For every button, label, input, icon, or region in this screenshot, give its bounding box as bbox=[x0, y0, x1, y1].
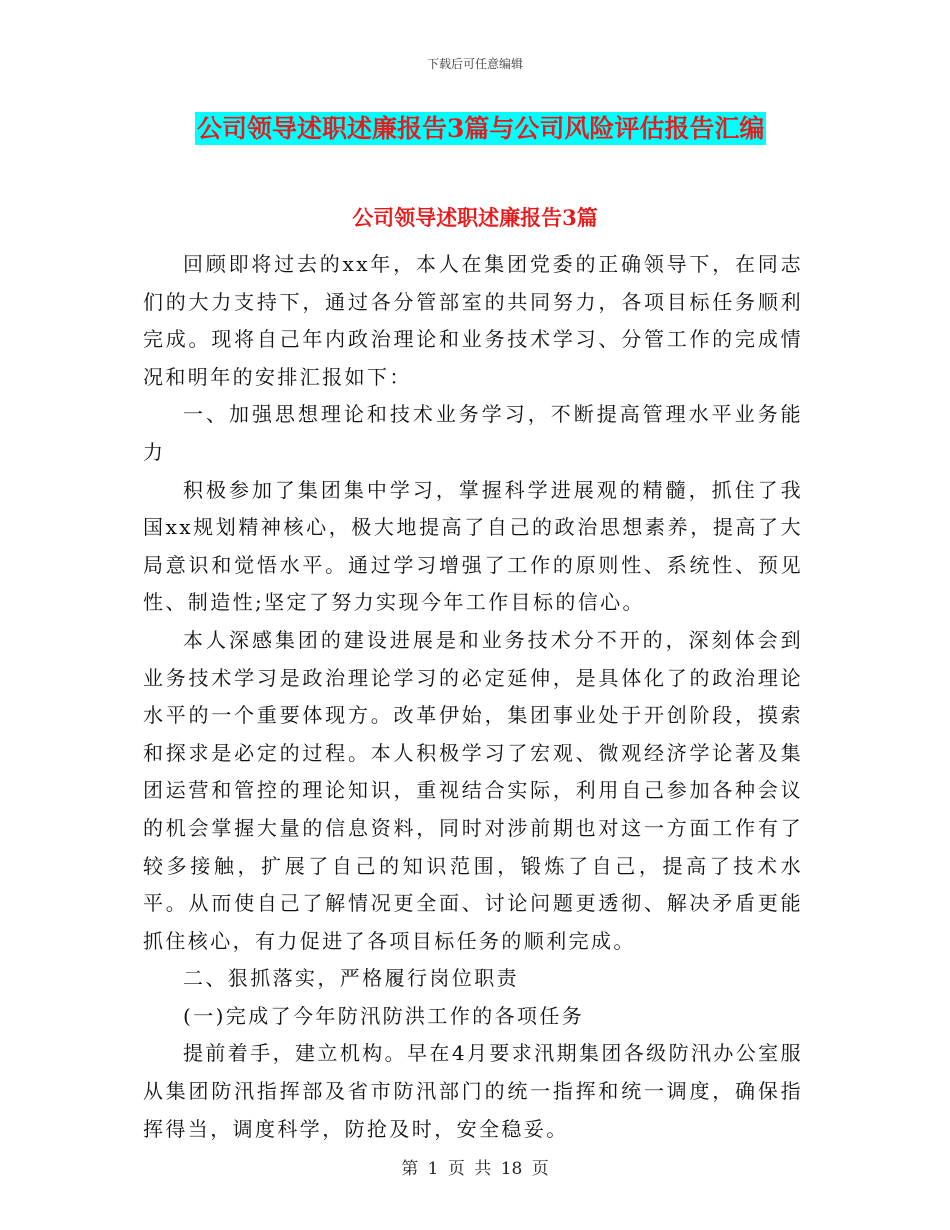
paragraph: 本人深感集团的建设进展是和业务技术分不开的，深刻体会到业务技术学习是政治理论学习的必定延伸，是具体化了的政治理论水平的一个重要体现方。改革伊始，集团事业处于开创阶段，摸索和探求是必定的过程。本人积极学习了宏观、微观经济学论著及集团运营和管控的理论知识，重视结合实际，利用自己参加各种会议的机会掌握大量的信息资料，同时对涉前期也对这一方面工作有了较多接触，扩展了自己的知识范围，锻炼了自己，提高了技术水平。从而使自己了解情况更全面、讨论问题更透彻、解决矛盾更能抓住核心，有力促进了各项目标任务的顺利完成。 bbox=[143, 627, 803, 953]
document-body bbox=[143, 246, 803, 1148]
section-title: 公司领导述职述廉报告3篇 bbox=[352, 205, 598, 230]
paragraph: 积极参加了集团集中学习，掌握科学进展观的精髓，抓住了我国xx规划精神核心，极大地提高了自己的政治思想素养，提高了大局意识和觉悟水平。通过学习增强了工作的原则性、系统性、预见性、制造性;坚定了努力实现今年工作目标的信心。 bbox=[143, 477, 803, 615]
paragraph: 提前着手，建立机构。早在4月要求汛期集团各级防汛办公室服从集团防汛指挥部及省市防汛部门的统一指挥和统一调度，确保指挥得当，调度科学，防抢及时，安全稳妥。 bbox=[143, 1041, 803, 1141]
page-footer: 第 1 页 共 18 页 bbox=[401, 1159, 549, 1179]
document-title: 公司领导述职述廉报告3篇与公司风险评估报告汇编 bbox=[197, 114, 765, 143]
header-note: 下载后可任意编辑 bbox=[426, 57, 523, 71]
paragraph: 回顾即将过去的xx年，本人在集团党委的正确领导下，在同志们的大力支持下，通过各分管部室的共同努力，各项目标任务顺利完成。现将自己年内政治理论和业务技术学习、分管工作的完成情况和明年的安排汇报如下： bbox=[143, 252, 803, 389]
paragraph: 二、狠抓落实，严格履行岗位职责 bbox=[183, 966, 519, 991]
paragraph: (一)完成了今年防汛防洪工作的各项任务 bbox=[183, 1003, 585, 1028]
paragraph: 一、加强思想理论和技术业务学习，不断提高管理水平业务能力 bbox=[143, 402, 803, 464]
